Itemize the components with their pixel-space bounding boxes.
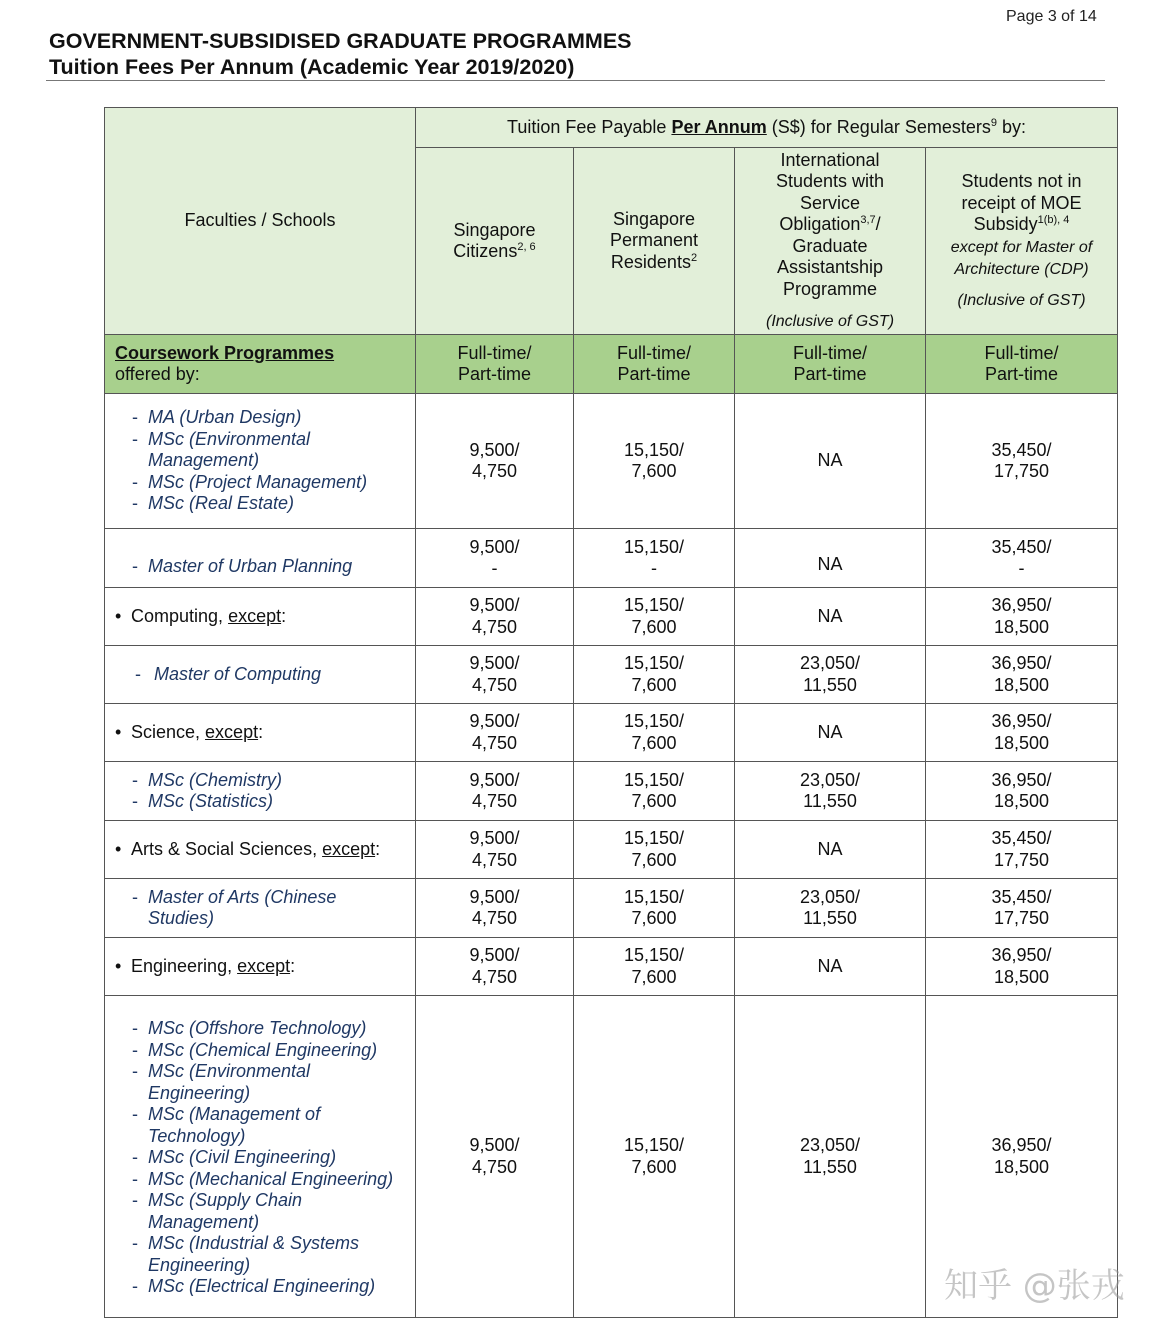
- programme-item: - MSc (Environmental: [132, 429, 415, 451]
- programme-item: - MSc (Environmental: [132, 1061, 415, 1083]
- programme-list: [105, 646, 416, 704]
- programme-list: [105, 996, 416, 1318]
- col-header-international: International Students with Service Obligation$^{3,7}$/ Graduate Assistantship Programme (Inclusive of GST): [735, 148, 926, 335]
- fee-citizens: 9,500/ 4,750: [416, 646, 574, 704]
- table-row: [105, 529, 1118, 588]
- fee-international: 23,050/ 11,550: [735, 996, 926, 1318]
- mode-cell: Full-time/ Part-time: [926, 335, 1118, 394]
- fee-pr: 15,150/ -: [574, 529, 735, 588]
- watermark: 知乎 @张戎: [944, 1266, 1125, 1306]
- programme-list: [105, 762, 416, 821]
- bullet-icon: •: [115, 838, 122, 859]
- faculty-science: • Science, except:: [105, 704, 416, 762]
- faculty-arts-social-sciences: • Arts & Social Sciences, except:: [105, 821, 416, 879]
- fee-pr: 15,150/ 7,600: [574, 394, 735, 529]
- col-header-citizens: Singapore Citizens$^{2, 6}$: [416, 148, 574, 335]
- col-header-non-subsidised: Students not in receipt of MOE Subsidy$^{1(b), 4}$ except for Master of Architecture (CDP) (Inclusive of GST): [926, 148, 1118, 335]
- programme-item: - MA (Urban Design): [132, 407, 415, 429]
- fee-international: NA: [735, 588, 926, 646]
- fee-international: NA: [735, 938, 926, 996]
- programme-item: - MSc (Civil Engineering): [132, 1147, 415, 1169]
- programme-item: - Master of Computing: [135, 664, 415, 686]
- programme-item-continued: Management): [148, 1211, 260, 1232]
- fee-international: 23,050/ 11,550: [735, 646, 926, 704]
- programme-item-continued: Studies): [148, 908, 215, 928]
- fee-pr: 15,150/ 7,600: [574, 704, 735, 762]
- mode-cell: Full-time/ Part-time: [735, 335, 926, 394]
- bullet-icon: •: [115, 721, 122, 742]
- coursework-label: Coursework Programmes offered by:: [105, 335, 416, 394]
- fee-non-subsidised: 36,950/ 18,500: [926, 996, 1118, 1318]
- header-row: [105, 108, 1118, 148]
- fee-international: 23,050/ 11,550: [735, 879, 926, 938]
- fee-pr: 15,150/ 7,600: [574, 588, 735, 646]
- fee-citizens: 9,500/ 4,750: [416, 394, 574, 529]
- programme-item: - MSc (Project Management): [132, 472, 415, 494]
- fee-pr: 15,150/ 7,600: [574, 996, 735, 1318]
- programme-item: - Master of Urban Planning: [132, 556, 415, 578]
- mode-cell: Full-time/ Part-time: [574, 335, 735, 394]
- fee-pr: 15,150/ 7,600: [574, 646, 735, 704]
- table-row: [105, 646, 1118, 704]
- programme-item-continued: Engineering): [148, 1254, 251, 1275]
- fee-international: NA: [735, 529, 926, 588]
- programme-list: [105, 394, 416, 529]
- table-row: [105, 394, 1118, 529]
- mode-cell: Full-time/ Part-time: [416, 335, 574, 394]
- fee-payable-header: Tuition Fee Payable Per Annum (S$) for Regular Semesters$^9$ by:: [416, 108, 1118, 148]
- programme-item-continued: Technology): [148, 1125, 246, 1146]
- programme-item-continued: Management): [148, 450, 260, 471]
- table-row: [105, 879, 1118, 938]
- fee-international: NA: [735, 704, 926, 762]
- programme-list: [105, 529, 416, 588]
- document-subtitle: Tuition Fees Per Annum (Academic Year 2019/2020): [49, 55, 575, 79]
- faculty-engineering: • Engineering, except:: [105, 938, 416, 996]
- page-number: Page 3 of 14: [1006, 8, 1097, 25]
- fee-pr: 15,150/ 7,600: [574, 821, 735, 879]
- bullet-icon: •: [115, 955, 122, 976]
- fee-citizens: 9,500/ 4,750: [416, 996, 574, 1318]
- fee-citizens: 9,500/ 4,750: [416, 704, 574, 762]
- fee-international: NA: [735, 821, 926, 879]
- col-header-permanent-residents: Singapore Permanent Residents$^2$: [574, 148, 735, 335]
- programme-item: - Master of Arts (Chinese: [132, 887, 415, 909]
- fee-citizens: 9,500/ 4,750: [416, 588, 574, 646]
- programme-item: - MSc (Statistics): [132, 791, 415, 813]
- fee-international: 23,050/ 11,550: [735, 762, 926, 821]
- programme-item: - MSc (Mechanical Engineering): [132, 1169, 415, 1191]
- coursework-band-row: [105, 335, 1118, 394]
- fee-citizens: 9,500/ -: [416, 529, 574, 588]
- document-title: GOVERNMENT-SUBSIDISED GRADUATE PROGRAMMES: [49, 29, 632, 53]
- table-row: [105, 762, 1118, 821]
- fee-non-subsidised: 36,950/ 18,500: [926, 938, 1118, 996]
- bullet-icon: •: [115, 605, 122, 626]
- table-row: [105, 704, 1118, 762]
- fee-citizens: 9,500/ 4,750: [416, 762, 574, 821]
- programme-item: - MSc (Electrical Engineering): [132, 1276, 415, 1298]
- fee-citizens: 9,500/ 4,750: [416, 938, 574, 996]
- table-row: [105, 821, 1118, 879]
- fee-pr: 15,150/ 7,600: [574, 938, 735, 996]
- programme-list: [105, 879, 416, 938]
- fee-non-subsidised: 35,450/ 17,750: [926, 879, 1118, 938]
- fee-citizens: 9,500/ 4,750: [416, 821, 574, 879]
- programme-item: - MSc (Offshore Technology): [132, 1018, 415, 1040]
- fee-pr: 15,150/ 7,600: [574, 762, 735, 821]
- table-row: [105, 588, 1118, 646]
- programme-item: - MSc (Supply Chain: [132, 1190, 415, 1212]
- fee-non-subsidised: 36,950/ 18,500: [926, 762, 1118, 821]
- fee-non-subsidised: 35,450/ 17,750: [926, 821, 1118, 879]
- fee-non-subsidised: 36,950/ 18,500: [926, 588, 1118, 646]
- table-row: [105, 938, 1118, 996]
- programme-item: - MSc (Industrial & Systems: [132, 1233, 415, 1255]
- fee-non-subsidised: 35,450/ -: [926, 529, 1118, 588]
- programme-item: - MSc (Management of: [132, 1104, 415, 1126]
- fee-pr: 15,150/ 7,600: [574, 879, 735, 938]
- faculty-computing: • Computing, except:: [105, 588, 416, 646]
- programme-item: - MSc (Real Estate): [132, 493, 415, 515]
- programme-item-continued: Engineering): [148, 1082, 251, 1103]
- fee-non-subsidised: 36,950/ 18,500: [926, 646, 1118, 704]
- fee-non-subsidised: 35,450/ 17,750: [926, 394, 1118, 529]
- programme-item: - MSc (Chemistry): [132, 770, 415, 792]
- fee-citizens: 9,500/ 4,750: [416, 879, 574, 938]
- tuition-fee-table: [104, 107, 1118, 1318]
- title-rule: [46, 80, 1105, 81]
- fee-non-subsidised: 36,950/ 18,500: [926, 704, 1118, 762]
- fee-international: NA: [735, 394, 926, 529]
- programme-item: - MSc (Chemical Engineering): [132, 1040, 415, 1062]
- faculties-header: Faculties / Schools: [105, 108, 416, 335]
